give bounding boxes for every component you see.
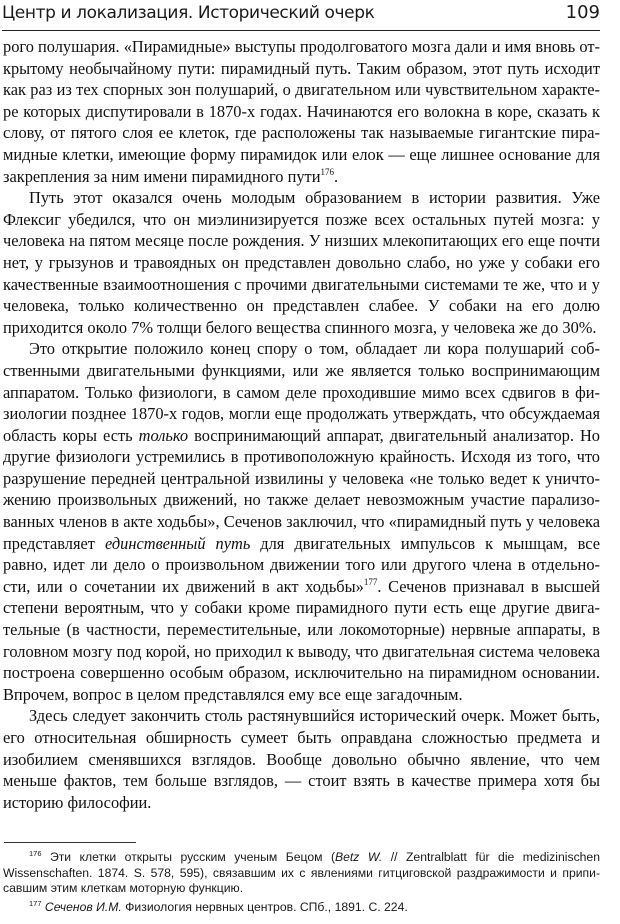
paragraph-1	[3, 36, 600, 187]
footnote-ref-177: 177	[363, 576, 378, 587]
text-run: Эти клетки открыты русским ученым Бецом (	[41, 850, 336, 864]
paragraph-2	[3, 187, 600, 338]
page-header	[2, 2, 600, 31]
text-run: Здесь следует закончить столь растянувшийся исторический очерк. Может быть, его относительная обширность сумеет быть оправдана сложностью предмета и изобилием сменявшихся взглядов. Вообще довольно обычно явление, что чем меньше фактов, тем больше взглядов, — стоит взять в качестве примера хотя бы историю философии.	[3, 706, 600, 812]
footnote-ref-176: 176	[320, 166, 334, 177]
footnote-176	[3, 850, 600, 897]
footnote-177	[3, 900, 600, 916]
italic-text-run: Сеченов И.М.	[44, 899, 122, 914]
paragraph-4	[3, 705, 600, 813]
text-run: воспринимающий аппарат, двигательный анализатор. Но другие физиологи устремились в противоположную крайность. Исходя из того, что разрушение передней центральной извилины у человека «не только ведет к уничтожению произвольных движений, но также делает невозможным участие парализованных членов в акте ходьбы», Сеченов заключил, что «пирамидный путь у человека представляет	[3, 425, 601, 553]
text-run: рого полушария. «Пирамидные» выступы продолговатого мозга дали и имя вновь открытому необычайному пути: пирамидный путь. Таким образом, этот путь исходит как раз из тех спорных зон полушарий, о двигательном или чувствительном характере которых диспутировали в 1870-х годах. Начинаются его волокна в коре, сказать к слову, от пятого слоя ее клеток, где расположены так называемые гигантские пирамидные клетки, имеющие форму пирамидок или елок — еще лишнее основание для закрепления за ним имени пирамидного пути	[3, 37, 600, 186]
text-run: Это открытие положило конец спору о том, обладает ли кора полушарий собственными двигательными функциями, или же является только воспринимающим аппаратом. Только физиологи, в самом деле проходившие мимо всех сдвигов в физиологии позднее 1870-х годов, могли еще продолжать утверждать, что обсуждаемая область коры есть	[3, 339, 600, 445]
text-run: . Сеченов признавал в высшей степени вероятным, что у собаки кроме пирамидного пути есть еще другие двигательные (в частности, переместительные, или локомоторные) нервные аппараты, в головном мозгу под корой, но приходил к выводу, что двигательная система человека построена совершенно особым образом, исключительно на пирамидном основании. Впрочем, вопрос в целом представлялся ему все еще загадочным.	[3, 576, 600, 704]
body-text	[3, 36, 600, 813]
text-run: .	[333, 166, 339, 186]
text-run: // Zentralblatt für die medizinischen Wissenschaften. 1874. S. 578, 595), связавшим их с явлениями гитциговской раздражимости и приписавшим этим клеткам моторную функцию.	[3, 850, 600, 896]
italic-text-run: единственный путь	[104, 533, 251, 553]
footnotes	[3, 850, 600, 918]
text-run: Физиология нервных центров. СПб., 1891. С. 224.	[121, 899, 408, 914]
text-run: для двигательных импульсов к мышцам, все равно, идет ли дело о произвольном движении того или другого члена в отдельности, или о сочетании их движений в акт ходьбы»	[3, 533, 600, 596]
footnote-divider	[4, 842, 136, 843]
text-run: Путь этот оказался очень молодым образованием в истории развития. Уже Флексиг убедился, что он миэлинизируется позже всех остальных путей мозга: у человека на пятом месяце после рождения. У низших млекопитающих его еще почти нет, у грызунов и травоядных он представлен довольно слабо, но уже у собаки его качественные взаимоотношения с прочими двигательными системами те же, что и у человека, только количественно он представлен слабее. У собаки на его долю приходится около 7% толщи белого вещества спинного мозга, у человека же до 30%.	[3, 188, 600, 337]
running-head: Центр и локализация. Исторический очерк	[2, 3, 375, 23]
paragraph-3	[3, 338, 600, 705]
italic-text-run: только	[138, 425, 189, 445]
footnote-number: 176	[29, 849, 42, 858]
footnote-number: 177	[29, 898, 42, 908]
page-number: 109	[565, 2, 600, 23]
italic-text-run: Betz W.	[335, 850, 383, 864]
